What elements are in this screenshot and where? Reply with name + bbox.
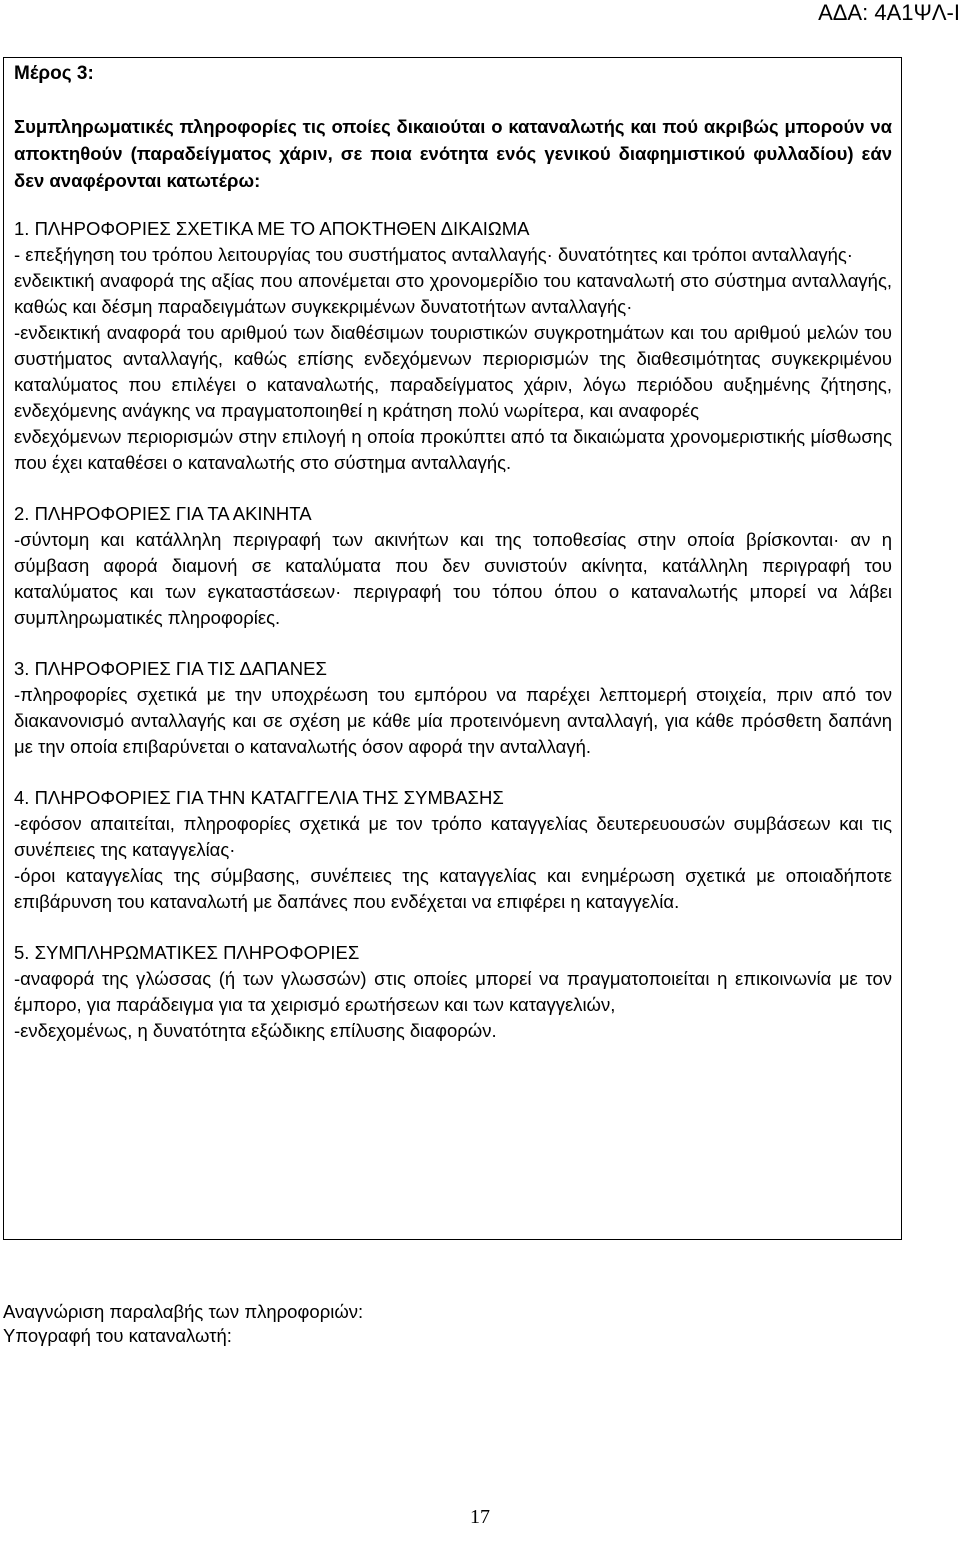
- receipt-acknowledgement-line: Αναγνώριση παραλαβής των πληροφοριών:: [3, 1301, 364, 1322]
- page-number: 17: [470, 1506, 490, 1528]
- consumer-signature-line: Υπογραφή του καταναλωτή:: [3, 1325, 232, 1346]
- ada-code: ΑΔΑ: 4Α1ΨΛ-Ι: [818, 0, 960, 25]
- section-paragraph: ενδεχόμενων περιορισμών στην επιλογή η οποία προκύπτει από τα δικαιώματα χρονομεριστικής μίσθωσης που έχει καταθέσει ο καταναλωτής στο σύστημα ανταλλαγής.: [14, 426, 892, 473]
- section-paragraph: -πληροφορίες σχετικά με την υποχρέωση του εμπόρου να παρέχει λεπτομερή στοιχεία, πριν από τον διακανονισμό ανταλλαγής και σε σχέση με κάθε μία προτεινόμενη ανταλλαγή, για κάθε πρόσθετη δαπάνη με την οποία επιβαρύνεται ο καταναλωτής όσον αφορά την ανταλλαγή.: [14, 684, 892, 757]
- section-exchange-right: [14, 216, 892, 476]
- section-heading: 1. ΠΛΗΡΟΦΟΡΙΕΣ ΣΧΕΤΙΚΑ ΜΕ ΤΟ ΑΠΟΚΤΗΘΕΝ ΔΙΚΑΙΩΜΑ: [14, 218, 530, 239]
- section-paragraph: -σύντομη και κατάλληλη περιγραφή των ακινήτων και της τοποθεσίας στην οποία βρίσκονται· αν η σύμβαση αφορά διαμονή σε καταλύματα που δεν συνιστούν ακίνητα, κατάλληλη περιγραφή του καταλύματος και των εγκαταστάσεων· περιγραφή του τόπου όπου ο καταναλωτής μπορεί να λάβει συμπληρωματικές πληροφορίες.: [14, 529, 892, 628]
- section-paragraph: -ενδεικτική αναφορά του αριθμού των διαθέσιμων τουριστικών συγκροτημάτων και του αριθμού μελών του συστήματος ανταλλαγής, καθώς επίσης ενδεχόμενων περιορισμών της διαθεσιμότητας συγκεκριμένου καταλύματος που επιλέγει ο καταναλωτής, παραδείγματος χάριν, λόγω περιόδου αυξημένης ζήτησης, ενδεχόμενης ανάγκης να πραγματοποιηθεί η κράτηση πολύ νωρίτερα, και αναφορές: [14, 322, 892, 421]
- section-heading: 3. ΠΛΗΡΟΦΟΡΙΕΣ ΓΙΑ ΤΙΣ ΔΑΠΑΝΕΣ: [14, 658, 327, 679]
- section-properties: [14, 501, 892, 631]
- section-heading: 4. ΠΛΗΡΟΦΟΡΙΕΣ ΓΙΑ ΤΗΝ ΚΑΤΑΓΓΕΛΙΑ ΤΗΣ ΣΥΜΒΑΣΗΣ: [14, 787, 504, 808]
- section-heading: 5. ΣΥΜΠΛΗΡΩΜΑΤΙΚΕΣ ΠΛΗΡΟΦΟΡΙΕΣ: [14, 942, 360, 963]
- intro-paragraph: Συμπληρωματικές πληροφορίες τις οποίες δικαιούται ο καταναλωτής και πού ακριβώς μπορούν να αποκτηθούν (παραδείγματος χάριν, σε ποια ενότητα ενός γενικού διαφημιστικού φυλλαδίου) εάν δεν αναφέρονται κατωτέρω:: [14, 116, 892, 191]
- form-content: [14, 58, 892, 1044]
- section-paragraph: ενδεικτική αναφορά της αξίας που απονέμεται στο χρονομερίδιο του καταναλωτή στο σύστημα ανταλλαγής, καθώς και δέσμη παραδειγμάτων συγκεκριμένων δυνατοτήτων ανταλλαγής·: [14, 270, 892, 317]
- section-paragraph: -εφόσον απαιτείται, πληροφορίες σχετικά με τον τρόπο καταγγελίας δευτερευουσών συμβάσεων και τις συνέπειες της καταγγελίας·: [14, 813, 892, 860]
- section-heading: 2. ΠΛΗΡΟΦΟΡΙΕΣ ΓΙΑ ΤΑ ΑΚΙΝΗΤΑ: [14, 503, 312, 524]
- section-termination: [14, 785, 892, 915]
- form-box: [3, 57, 902, 1240]
- section-paragraph: - επεξήγηση του τρόπου λειτουργίας του συστήματος ανταλλαγής· δυνατότητες και τρόποι ανταλλαγής·: [14, 244, 853, 265]
- part-title: Μέρος 3:: [14, 63, 94, 84]
- section-paragraph: -ενδεχομένως, η δυνατότητα εξώδικης επίλυσης διαφορών.: [14, 1020, 497, 1041]
- section-costs: [14, 656, 892, 760]
- section-paragraph: -όροι καταγγελίας της σύμβασης, συνέπειες της καταγγελίας και ενημέρωση σχετικά με οποιαδήποτε επιβάρυνση του καταναλωτή με δαπάνες που ενδέχεται να επιφέρει η καταγγελία.: [14, 865, 892, 912]
- section-paragraph: -αναφορά της γλώσσας (ή των γλωσσών) στις οποίες μπορεί να πραγματοποιείται η επικοινωνία με τον έμπορο, για παράδειγμα για τα χειρισμό ερωτήσεων και των καταγγελιών,: [14, 968, 892, 1015]
- acknowledgement-block: [3, 1300, 363, 1348]
- section-additional-info: [14, 940, 892, 1044]
